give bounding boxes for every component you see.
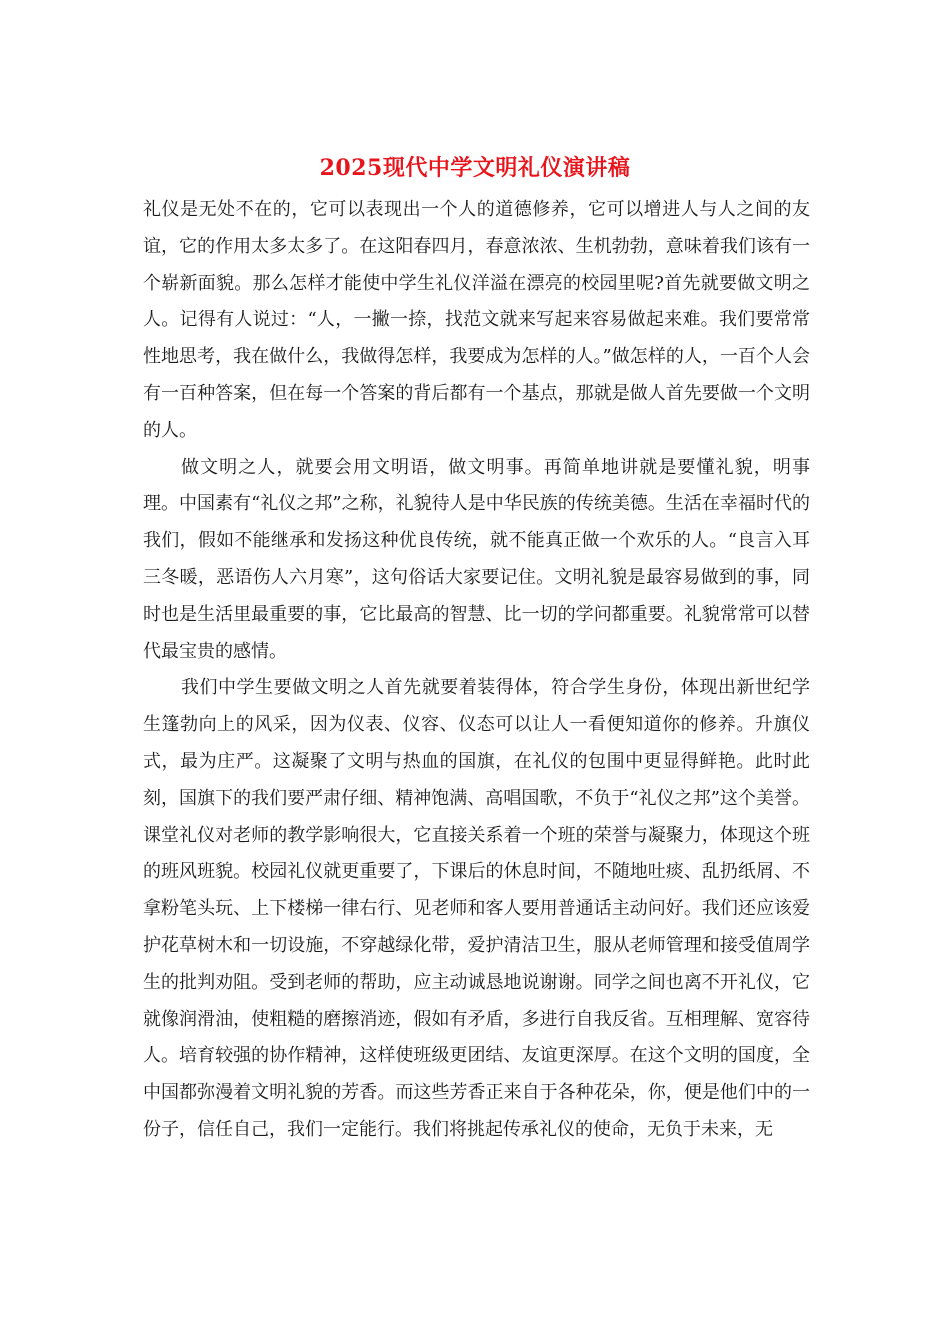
paragraph-1: 礼仪是无处不在的，它可以表现出一个人的道德修养，它可以增进人与人之间的友谊，它的作用太多太多了。在这阳春四月，春意浓浓、生机勃勃，意味着我们该有一个崭新面貌。那么怎样才能使中学生礼仪洋溢在漂亮的校园里呢?首先就要做文明之人。记得有人说过：“人，一撇一捺，找范文就来写起来容易做起来难。我们要常常性地思考，我在做什么，我做得怎样，我要成为怎样的人。”做怎样的人，一百个人会有一百种答案，但在每一个答案的背后都有一个基点，那就是做人首先要做一个文明的人。 [143, 199, 810, 441]
document-title: 2025现代中学文明礼仪演讲稿 [319, 155, 631, 181]
paragraph-3: 我们中学生要做文明之人首先就要着装得体，符合学生身份，体现出新世纪学生篷勃向上的风采，因为仪表、仪容、仪态可以让人一看便知道你的修养。升旗仪式，最为庄严。这凝聚了文明与热血的国旗，在礼仪的包围中更显得鲜艳。此时此刻，国旗下的我们要严肃仔细、精神饱满、高唱国歌，不负于“礼仪之邦”这个美誉。课堂礼仪对老师的教学影响很大，它直接关系着一个班的荣誉与凝聚力，体现这个班的班风班貌。校园礼仪就更重要了，下课后的休息时间，不随地吐痰、乱扔纸屑、不拿粉笔头玩、上下楼梯一律右行、见老师和客人要用普通话主动问好。我们还应该爱护花草树木和一切设施，不穿越绿化带，爱护清洁卫生，服从老师管理和接受值周学生的批判劝阻。受到老师的帮助，应主动诚恳地说谢谢。同学之间也离不开礼仪，它就像润滑油，使粗糙的磨擦消迹，假如有矛盾，多进行自我反省。互相理解、宽容待人。培育较强的协作精神，这样使班级更团结、友谊更深厚。在这个文明的国度，全中国都弥漫着文明礼貌的芳香。而这些芳香正来自于各种花朵，你，便是他们中的一份子，信任自己，我们一定能行。我们将挑起传承礼仪的使命，无负于未来，无 [143, 677, 810, 1140]
document-body [143, 192, 810, 1149]
paragraph-2: 做文明之人，就要会用文明语，做文明事。再简单地讲就是要懂礼貌，明事理。中国素有“礼仪之邦”之称，礼貌待人是中华民族的传统美德。生活在幸福时代的我们，假如不能继承和发扬这种优良传统，就不能真正做一个欢乐的人。“良言入耳三冬暖，恶语伤人六月寒”，这句俗话大家要记住。文明礼貌是最容易做到的事，同时也是生活里最重要的事，它比最高的智慧、比一切的学问都重要。礼貌常常可以替代最宝贵的感情。 [143, 456, 810, 662]
